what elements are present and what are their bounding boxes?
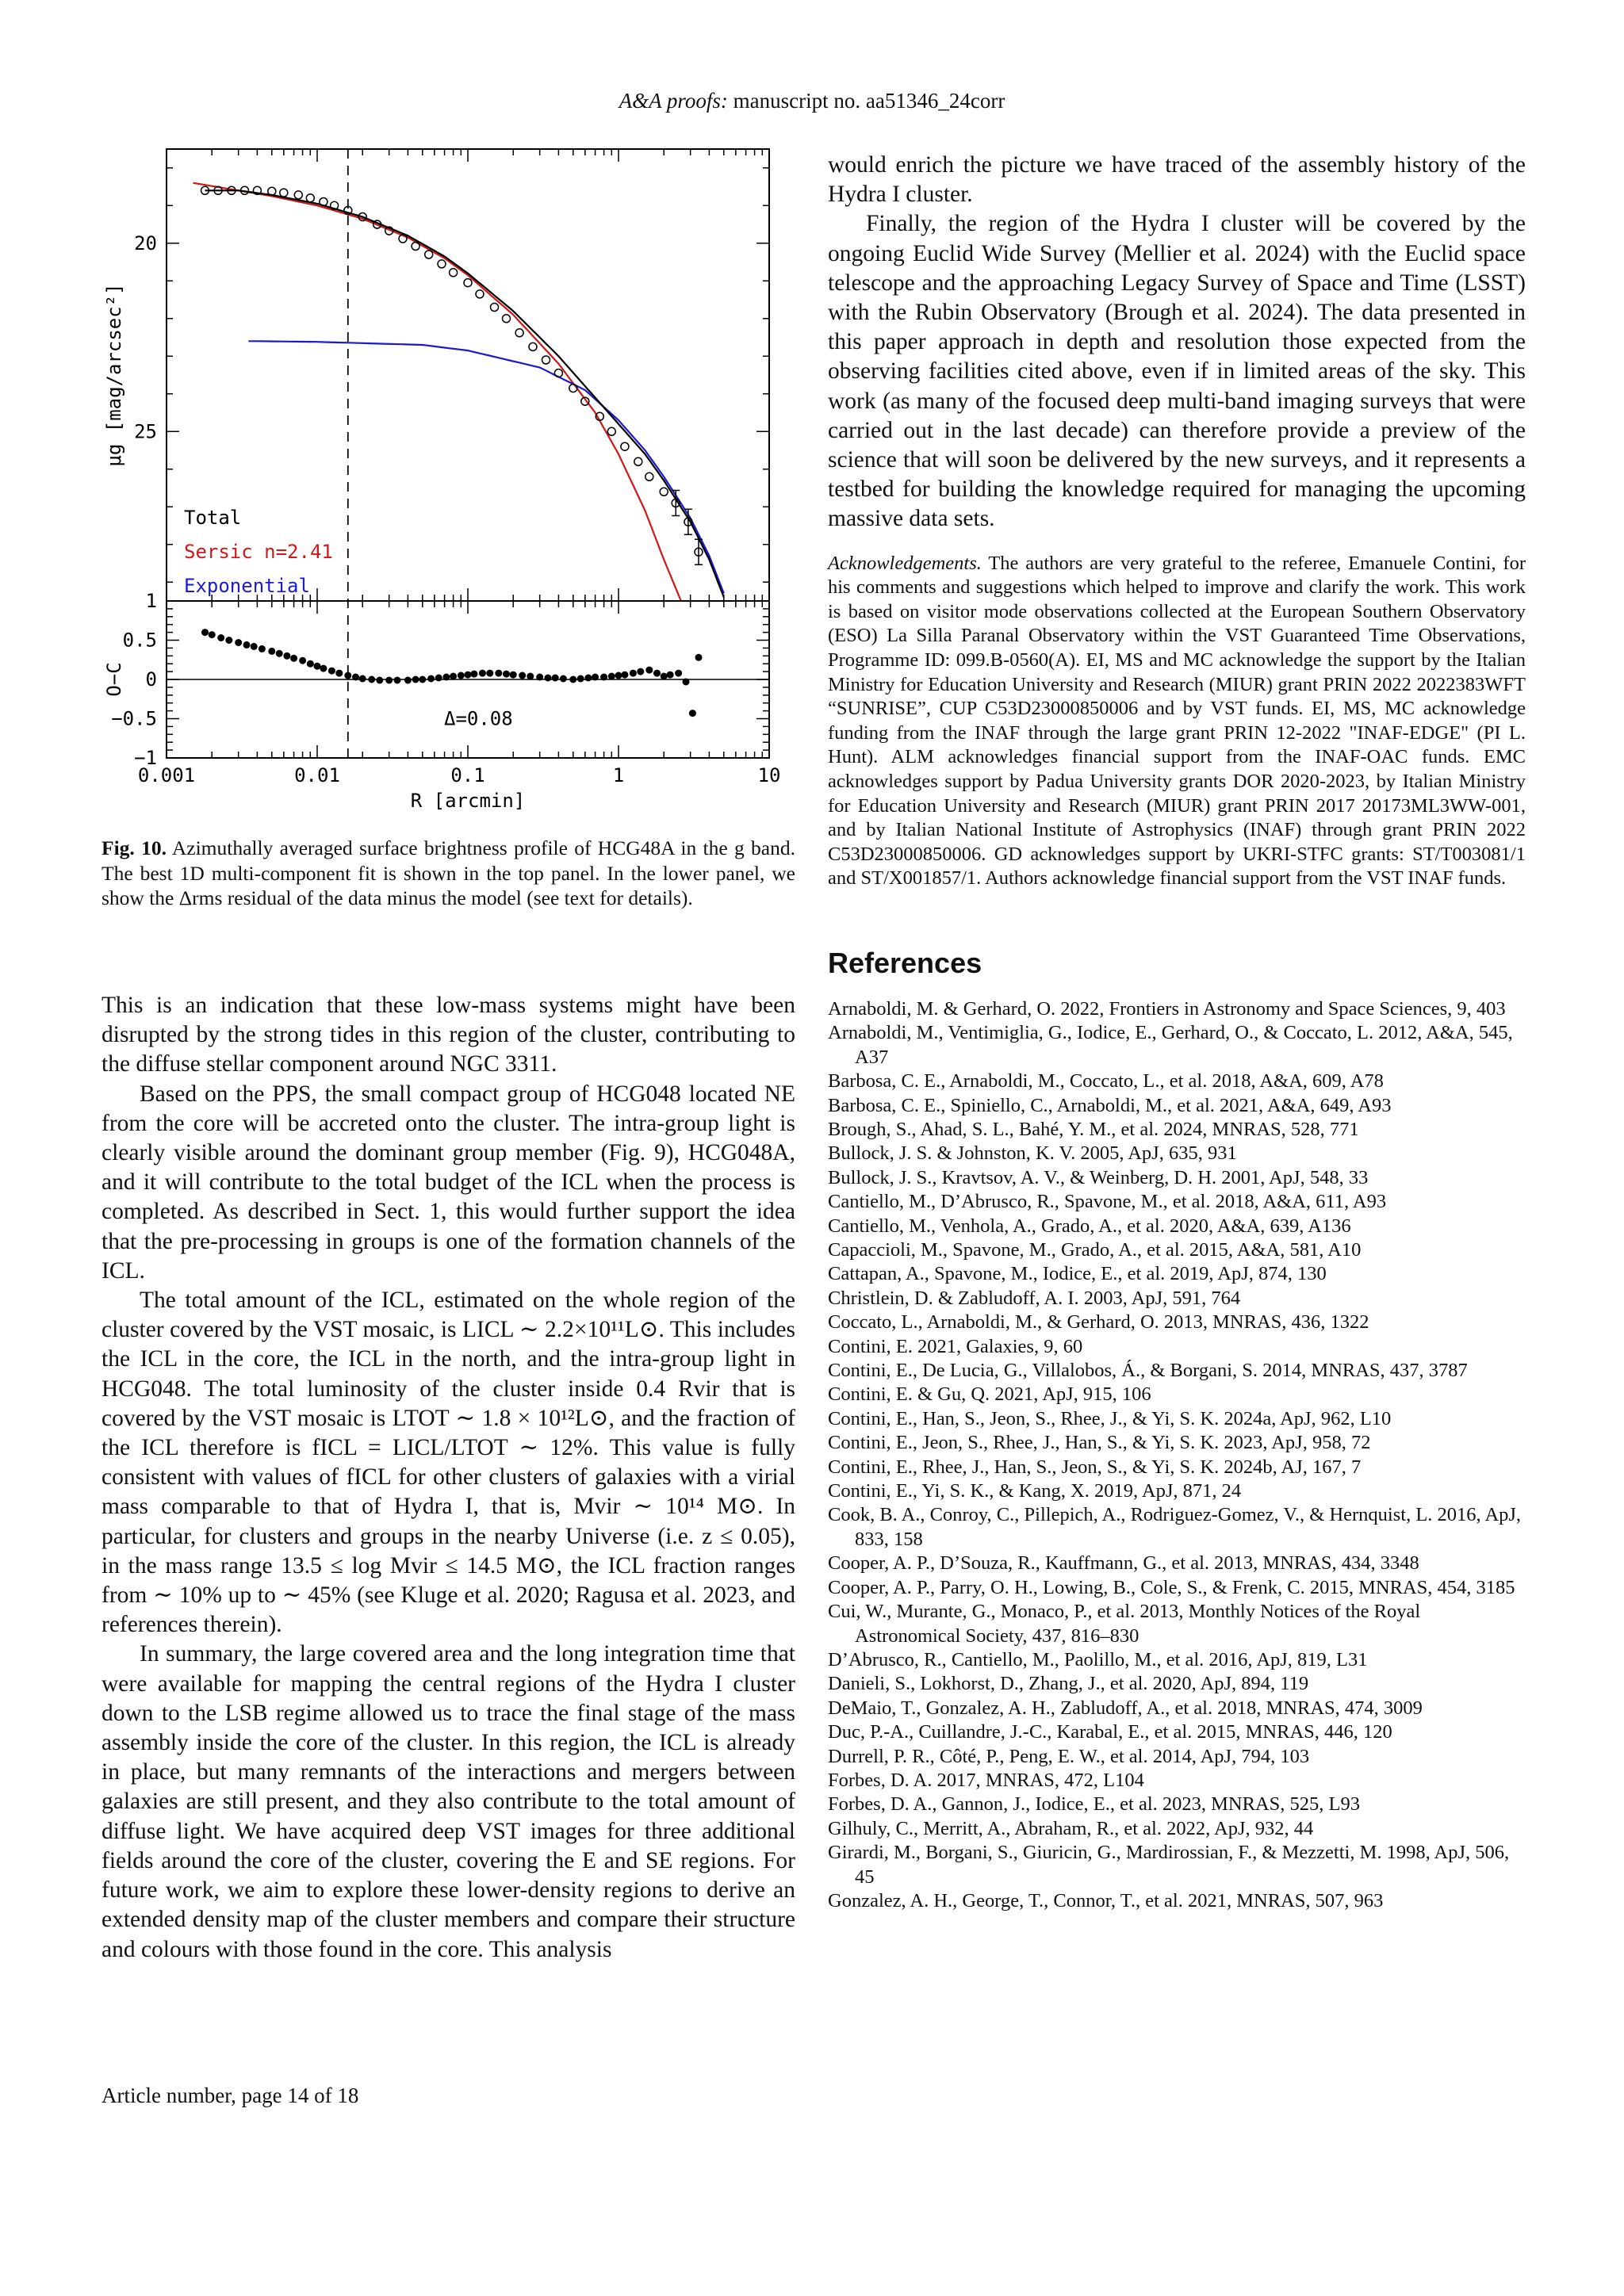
- data-point: [268, 187, 276, 195]
- data-point: [476, 290, 484, 298]
- reference-item: Arnaboldi, M., Ventimiglia, G., Iodice, E., Gerhard, O., & Coccato, L. 2012, A&A, 545, A37: [828, 1022, 1513, 1068]
- residual-point: [486, 670, 493, 677]
- residual-point: [465, 672, 472, 679]
- reference-item: Cooper, A. P., Parry, O. H., Lowing, B., Cole, S., & Frenk, C. 2015, MNRAS, 454, 3185: [828, 1576, 1515, 1598]
- reference-item: Cattapan, A., Spavone, M., Iodice, E., et al. 2019, ApJ, 874, 130: [828, 1263, 1327, 1285]
- paragraph-3: The total amount of the ICL, estimated on the whole region of the cluster covered by the VST mosaic, is LICL ∼ 2.2×10¹¹L⊙. This includes the ICL in the core, the ICL in the north, and the intra-group light in HCG048. The total luminosity of the cluster inside 0.4 Rvir that is covered by the VST mosaic is LTOT ∼ 1.8 × 10¹²L⊙, and the fraction of the ICL therefore is fICL = LICL/LTOT ∼ 12%. This value is fully consistent with values of fICL for other clusters of galaxies with a virial mass comparable to that of Hydra I, that is, Mvir ∼ 10¹⁴ M⊙. In particular, for clusters and groups in the nearby Universe (i.e. z ≤ 0.05), in the mass range 13.5 ≤ log Mvir ≤ 14.5 M⊙, the ICL fraction ranges from ∼ 10% up to ∼ 45% (see Kluge et al. 2020; Ragusa et al. 2023, and references therein).: [102, 1288, 795, 1638]
- legend-sersic: Sersic n=2.41: [184, 541, 333, 563]
- bottom-panel: [167, 629, 769, 717]
- data-point: [438, 260, 446, 268]
- axes-layer: [103, 149, 780, 812]
- paragraph-1: This is an indication that these low-mass systems might have been disrupted by the strong tides in this region of the cluster, contributing to the diffuse stellar component around NGC 3311.: [102, 993, 795, 1077]
- data-point: [515, 329, 523, 337]
- residual-point: [376, 677, 383, 684]
- residual-point: [201, 629, 209, 636]
- reference-item: Barbosa, C. E., Spiniello, C., Arnaboldi, M., et al. 2021, A&A, 649, A93: [828, 1094, 1392, 1116]
- data-point: [491, 304, 499, 312]
- reference-item: Bullock, J. S., Kravtsov, A. V., & Weinberg, D. H. 2001, ApJ, 548, 33: [828, 1166, 1369, 1188]
- data-point: [554, 369, 562, 377]
- residual-point: [527, 673, 534, 680]
- residual-point: [536, 674, 543, 681]
- residual-point: [519, 672, 526, 679]
- residual-point: [359, 675, 366, 683]
- reference-item: Cooper, A. P., D’Souza, R., Kauffmann, G., et al. 2013, MNRAS, 434, 3348: [828, 1552, 1419, 1575]
- residual-point: [630, 670, 637, 677]
- x-axis-label: R [arcmin]: [410, 790, 526, 812]
- residual-point: [510, 672, 517, 679]
- residual-point: [251, 643, 258, 650]
- residual-point: [209, 631, 216, 638]
- reference-item: Gilhuly, C., Merritt, A., Abraham, R., et al. 2022, ApJ, 932, 44: [828, 1817, 1314, 1839]
- reference-item: Coccato, L., Arnaboldi, M., & Gerhard, O. 2013, MNRAS, 436, 1322: [828, 1311, 1369, 1334]
- residual-point: [645, 667, 653, 674]
- reference-item: Gonzalez, A. H., George, T., Connor, T., et al. 2021, MNRAS, 507, 963: [828, 1889, 1384, 1911]
- residual-point: [689, 710, 696, 717]
- residual-point: [427, 675, 435, 683]
- running-head: [0, 89, 1624, 113]
- data-point: [280, 189, 288, 197]
- reference-item: Contini, E., Jeon, S., Rhee, J., Han, S., & Yi, S. K. 2023, ApJ, 958, 72: [828, 1432, 1371, 1454]
- residual-point: [243, 641, 251, 649]
- residual-point: [600, 674, 607, 681]
- residual-point: [435, 675, 442, 682]
- residual-point: [637, 668, 644, 675]
- reference-item: Contini, E. 2021, Galaxies, 9, 60: [828, 1335, 1083, 1357]
- y-tick-label: 20: [134, 232, 157, 254]
- residual-point: [268, 648, 275, 655]
- residual-point: [584, 675, 592, 682]
- legend-exponential: Exponential: [184, 575, 310, 597]
- residual-point: [352, 674, 359, 681]
- reference-item: Contini, E., Rhee, J., Han, S., Jeon, S., & Yi, S. K. 2024b, AJ, 167, 7: [828, 1456, 1362, 1478]
- x-tick-label: 0.001: [137, 764, 196, 786]
- residual-point: [592, 674, 599, 681]
- residual-point: [675, 670, 682, 677]
- residual-point: [479, 670, 486, 677]
- delta-annotation: Δ=0.08: [444, 707, 513, 730]
- data-point: [425, 251, 433, 258]
- reference-item: Danieli, S., Lokhorst, D., Zhang, J., et al. 2020, ApJ, 894, 119: [828, 1673, 1309, 1695]
- residual-point: [290, 655, 297, 662]
- residual-point: [450, 673, 457, 680]
- residual-point: [661, 673, 668, 680]
- data-point: [621, 442, 629, 450]
- reference-item: D’Abrusco, R., Cantiello, M., Paolillo, M., et al. 2016, ApJ, 819, L31: [828, 1648, 1368, 1670]
- y-tick-label: 25: [134, 420, 157, 443]
- data-point: [503, 315, 511, 323]
- data-point: [607, 427, 615, 435]
- residual-point: [307, 660, 314, 668]
- data-point: [412, 243, 419, 251]
- acknowledgements-text: The authors are very grateful to the referee, Emanuele Contini, for his comments and suggestions which helped to improve and clarify the work. This work is based on visitor mode observations collected at the European Southern Observatory (ESO) La Silla Paranal Observatory within the VST Guaranteed Time Observations, Programme ID: 099.B-0560(A). EI, MS and MC acknowledge the support by the Italian Ministry for Education University and Research (MIUR) grant PRIN 2022 2022383WFT “SUNRISE”, CUP C53D23000850006 and by VST funds. EI, MS, MC acknowledge funding from the INAF through the large grant PRIN 12-2022 "INAF-EDGE" (PI L. Hunt). ALM acknowledges financial support from the INAF-OAC funds. EMC acknowledges support by Padua University grants DOR 2020-2023, by Italian Ministry for Education University and Research (MIUR) grant PRIN 2017 20173ML3WW-001, and by Italian National Institute of Astrophysics (INAF) through grant PRIN 2022 C53D23000850006. GD acknowledges support by UKRI-STFC grants: ST/T003081/1 and ST/X001857/1. Authors acknowledge financial support from the VST INAF funds.: [828, 552, 1526, 890]
- data-point: [464, 279, 472, 287]
- y-tick-label: 0: [145, 668, 157, 691]
- acknowledgements-heading: Acknowledgements.: [828, 552, 982, 574]
- residual-point: [419, 676, 426, 683]
- x-tick-label: 0.01: [294, 764, 340, 786]
- profile-plot: [79, 147, 801, 829]
- residual-point: [412, 676, 419, 683]
- reference-item: Durrell, P. R., Côté, P., Peng, E. W., et al. 2014, ApJ, 794, 103: [828, 1745, 1310, 1767]
- residual-point: [503, 671, 510, 678]
- data-point: [660, 488, 668, 496]
- residual-point: [368, 676, 375, 683]
- reference-item: Capaccioli, M., Spavone, M., Grado, A., et al. 2015, A&A, 581, A10: [828, 1239, 1362, 1261]
- reference-item: Cui, W., Murante, G., Monaco, P., et al. 2013, Monthly Notices of the Royal Astronomical Society, 437, 816–830: [828, 1601, 1421, 1647]
- reference-item: Brough, S., Ahad, S. L., Bahé, Y. M., et al. 2024, MNRAS, 528, 771: [828, 1118, 1359, 1140]
- paragraph-5: would enrich the picture we have traced of the assembly history of the Hydra I cluster.: [828, 152, 1526, 208]
- residual-point: [615, 672, 622, 679]
- residual-y-axis-label: O−C: [103, 662, 125, 697]
- journal-name: A&A proofs:: [619, 89, 728, 113]
- right-column: [828, 151, 1526, 1913]
- residual-point: [217, 634, 224, 641]
- residual-point: [276, 650, 283, 657]
- data-point: [306, 194, 314, 202]
- top-frame: [167, 149, 769, 601]
- residual-point: [577, 675, 584, 683]
- reference-item: Duc, P.-A., Cuillandre, J.-C., Karabal, E., et al. 2015, MNRAS, 446, 120: [828, 1721, 1392, 1743]
- residual-point: [299, 657, 306, 664]
- reference-item: DeMaio, T., Gonzalez, A. H., Zabludoff, A., et al. 2018, MNRAS, 474, 3009: [828, 1697, 1423, 1719]
- y-tick-label: −1: [134, 747, 157, 769]
- residual-point: [394, 677, 401, 684]
- reference-item: Cantiello, M., D’Abrusco, R., Spavone, M., et al. 2018, A&A, 611, A93: [828, 1191, 1387, 1213]
- paragraph-6: Finally, the region of the Hydra I cluster will be covered by the ongoing Euclid Wide Survey (Mellier et al. 2024) with the Euclid space telescope and the approaching Legacy Survey of Space and Time (LSST) with the Rubin Observatory (Brough et al. 2024). The data presented in this paper approach in depth and resolution those expected from the observing facilities cited above, even if in limited areas of the sky. This work (as many of the focused deep multi-band imaging surveys that were carried out in the last decade) can therefore provide a preview of the science that will soon be delivered by the new surveys, and it represents a testbed for building the knowledge required for managing the upcoming massive data sets.: [828, 211, 1526, 532]
- reference-item: Contini, E., Han, S., Jeon, S., Rhee, J., & Yi, S. K. 2024a, ApJ, 962, L10: [828, 1407, 1392, 1429]
- sersic-curve: [193, 183, 681, 601]
- residual-point: [653, 670, 661, 677]
- reference-item: Contini, E., Yi, S. K., & Kang, X. 2019, ApJ, 871, 24: [828, 1480, 1242, 1502]
- reference-item: Barbosa, C. E., Arnaboldi, M., Coccato, L., et al. 2018, A&A, 609, A78: [828, 1070, 1384, 1093]
- data-points: [201, 186, 703, 564]
- reference-item: Bullock, J. S. & Johnston, K. V. 2005, ApJ, 635, 931: [828, 1142, 1237, 1165]
- data-point: [645, 473, 653, 480]
- residual-point: [608, 673, 615, 680]
- residual-point: [385, 677, 393, 684]
- top-panel: [193, 183, 724, 601]
- y-tick-label: −0.5: [111, 707, 157, 730]
- residual-point: [667, 672, 674, 679]
- residual-point: [259, 645, 266, 652]
- left-column: [102, 991, 795, 1965]
- residual-points: [201, 629, 703, 717]
- figure-caption: [102, 836, 795, 911]
- reference-item: Contini, E. & Gu, Q. 2021, ApJ, 915, 106: [828, 1383, 1151, 1406]
- paragraph-4: In summary, the large covered area and the long integration time that were available for mapping the central regions of the Hydra I cluster down to the LSB regime allowed us to trace the final stage of the mass assembly inside the core of the cluster. In this region, the ICL is already in place, but many remnants of the interactions and mergers between galaxies are still present, and they also contribute to the total amount of diffuse light. We have acquired deep VST images for three additional fields around the core of the cluster, covering the E and SE regions. For future work, we aim to explore these lower-density regions to derive an extended density map of the cluster members and compare their structure and colours with those found in the core. This analysis: [102, 1641, 795, 1962]
- data-point: [542, 356, 550, 364]
- paragraph-2: Based on the PPS, the small compact group of HCG048 located NE from the core will be accreted onto the cluster. The intra-group light is clearly visible around the dominant group member (Fig. 9), HCG048A, and it will contribute to the total budget of the ICL when the process is completed. As described in Sect. 1, this would further support the idea that the pre-processing in groups is one of the formation channels of the ICL.: [102, 1081, 795, 1284]
- figure-caption-text: Azimuthally averaged surface brightness profile of HCG48A in the g band. The best 1D multi-component fit is shown in the top panel. In the lower panel, we show the Δrms residual of the data minus the model (see text for details).: [102, 836, 795, 909]
- data-point: [320, 198, 327, 206]
- data-point: [450, 269, 458, 277]
- total-curve: [205, 190, 724, 597]
- page-footer: Article number, page 14 of 18: [102, 2084, 359, 2107]
- residual-point: [314, 663, 321, 670]
- x-tick-label: 1: [612, 764, 625, 786]
- reference-list: [828, 997, 1526, 1913]
- figure-10: [79, 147, 801, 829]
- residual-point: [470, 671, 477, 678]
- residual-point: [335, 670, 343, 677]
- y-tick-label: 1: [145, 590, 157, 612]
- x-tick-label: 10: [757, 764, 781, 786]
- reference-item: Forbes, D. A. 2017, MNRAS, 472, L104: [828, 1769, 1144, 1791]
- residual-point: [683, 679, 690, 686]
- reference-item: Contini, E., De Lucia, G., Villalobos, Á., & Borgani, S. 2014, MNRAS, 437, 3787: [828, 1360, 1468, 1382]
- reference-item: Cantiello, M., Venhola, A., Grado, A., et al. 2020, A&A, 639, A136: [828, 1215, 1351, 1237]
- figure-label: Fig. 10.: [102, 836, 167, 859]
- reference-item: Christlein, D. & Zabludoff, A. I. 2003, ApJ, 591, 764: [828, 1287, 1241, 1309]
- residual-point: [621, 672, 628, 679]
- residual-point: [320, 665, 327, 672]
- residual-point: [495, 670, 502, 677]
- residual-point: [545, 675, 552, 682]
- residual-point: [283, 652, 290, 660]
- y-axis-label: μg [mag/arcsec²]: [103, 283, 125, 467]
- residual-point: [552, 675, 559, 682]
- residual-point: [404, 677, 412, 684]
- x-tick-label: 0.1: [450, 764, 485, 786]
- legend-total: Total: [184, 507, 242, 529]
- data-point: [529, 342, 537, 350]
- y-tick-label: 0.5: [122, 629, 157, 652]
- reference-item: Cook, B. A., Conroy, C., Pillepich, A., Rodriguez-Gomez, V., & Hernquist, L. 2016, ApJ, 833, 158: [828, 1504, 1522, 1550]
- residual-point: [442, 674, 450, 681]
- reference-item: Forbes, D. A., Gannon, J., Iodice, E., et al. 2023, MNRAS, 525, L93: [828, 1793, 1360, 1816]
- residual-point: [560, 675, 567, 683]
- residual-point: [695, 654, 703, 661]
- residual-point: [235, 639, 242, 646]
- references-title: References: [828, 946, 982, 979]
- residual-point: [225, 637, 232, 644]
- residual-point: [569, 676, 576, 683]
- data-point: [294, 191, 302, 199]
- reference-item: Girardi, M., Borgani, S., Giuricin, G., Mardirossian, F., & Mezzetti, M. 1998, ApJ, 506, 45: [828, 1842, 1510, 1888]
- residual-point: [328, 668, 335, 675]
- residual-point: [458, 672, 465, 679]
- acknowledgements: [828, 552, 1526, 891]
- data-point: [634, 457, 642, 465]
- manuscript-id: manuscript no. aa51346_24corr: [733, 89, 1005, 113]
- reference-item: Arnaboldi, M. & Gerhard, O. 2022, Frontiers in Astronomy and Space Sciences, 9, 403: [828, 997, 1506, 1020]
